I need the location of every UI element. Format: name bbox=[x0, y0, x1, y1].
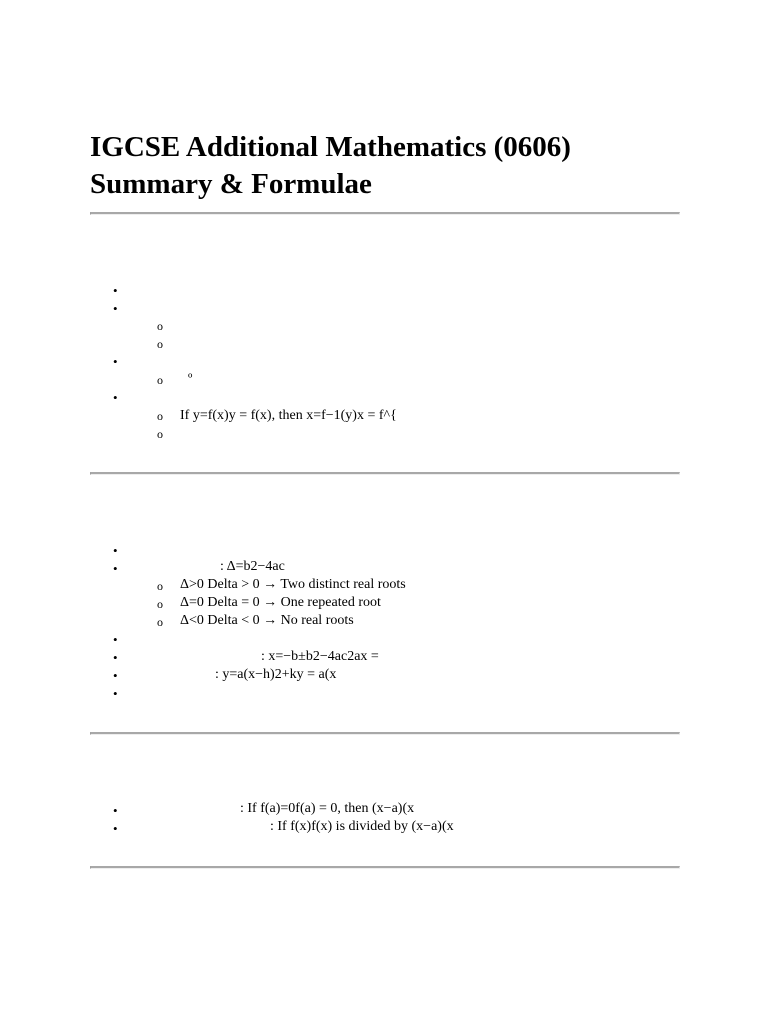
bullet-circle: o bbox=[157, 579, 163, 593]
bullet-circle: o bbox=[157, 409, 163, 423]
page-title bbox=[90, 129, 690, 203]
inverse-function-note: If y=f(x)y = f(x), then x=f−1(y)x = f^{ bbox=[180, 408, 397, 423]
bullet-circle: o bbox=[157, 373, 163, 387]
bullet-disc: • bbox=[113, 803, 118, 818]
discriminant-negative: Δ<0 Delta < 0 → No real roots bbox=[180, 613, 354, 628]
section-divider bbox=[90, 472, 680, 475]
bullet-circle: o bbox=[157, 615, 163, 629]
bullet-disc: • bbox=[113, 632, 118, 647]
section-divider bbox=[90, 732, 680, 735]
vertex-form: : y=a(x−h)2+ky = a(x bbox=[215, 667, 337, 682]
bullet-circle: o bbox=[157, 319, 163, 333]
bullet-disc: • bbox=[113, 686, 118, 701]
section-divider bbox=[90, 212, 680, 215]
bullet-circle: o bbox=[157, 337, 163, 351]
bullet-disc: • bbox=[113, 283, 118, 298]
discriminant-zero: Δ=0 Delta = 0 → One repeated root bbox=[180, 595, 381, 610]
bullet-disc: • bbox=[113, 354, 118, 369]
discriminant-formula: : Δ=b2−4ac bbox=[220, 559, 285, 574]
bullet-disc: • bbox=[113, 561, 118, 576]
bullet-disc: • bbox=[113, 543, 118, 558]
title-line-2: Summary & Formulae bbox=[90, 168, 372, 200]
factor-theorem: : If f(a)=0f(a) = 0, then (x−a)(x bbox=[240, 801, 415, 816]
title-line-1: IGCSE Additional Mathematics (0606) bbox=[90, 131, 571, 163]
remainder-theorem: : If f(x)f(x) is divided by (x−a)(x bbox=[270, 819, 454, 834]
degree-symbol: º bbox=[188, 372, 193, 387]
bullet-circle: o bbox=[157, 597, 163, 611]
bullet-disc: • bbox=[113, 821, 118, 836]
bullet-disc: • bbox=[113, 650, 118, 665]
bullet-disc: • bbox=[113, 668, 118, 683]
quadratic-formula: : x=−b±b2−4ac2ax = bbox=[261, 649, 379, 664]
bullet-disc: • bbox=[113, 390, 118, 405]
discriminant-positive: Δ>0 Delta > 0 → Two distinct real roots bbox=[180, 577, 406, 592]
section-divider bbox=[90, 866, 680, 869]
bullet-disc: • bbox=[113, 301, 118, 316]
bullet-circle: o bbox=[157, 427, 163, 441]
